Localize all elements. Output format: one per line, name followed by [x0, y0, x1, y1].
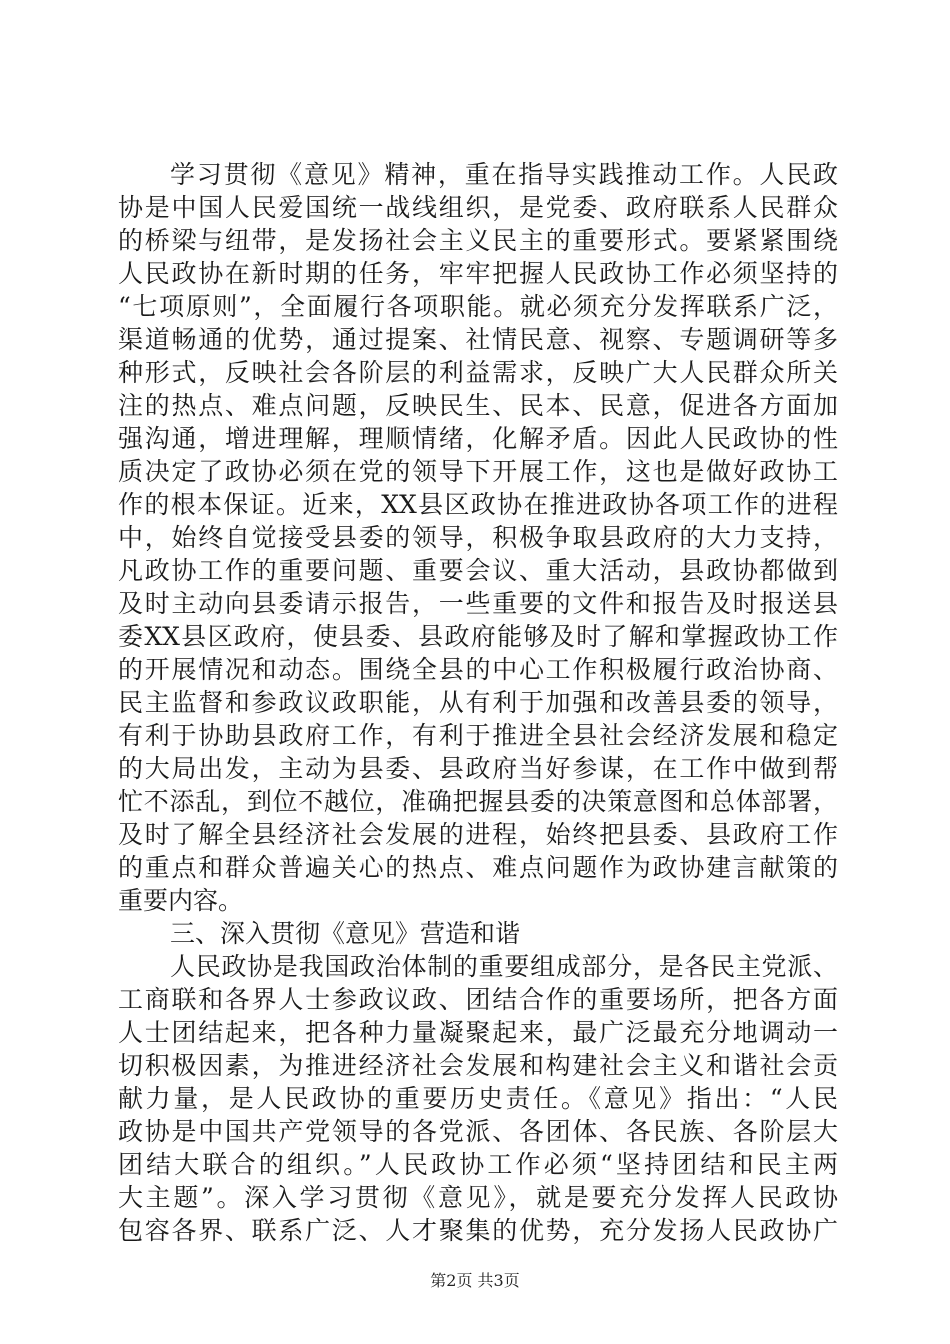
- text-line: 忙不添乱，到位不越位，准确把握县委的决策意图和总体部署，: [118, 787, 838, 816]
- text-line: 人民政协是我国政治体制的重要组成部分，是各民主党派、: [170, 952, 838, 981]
- text-line: 注的热点、难点问题，反映民生、民本、民意，促进各方面加: [118, 391, 838, 420]
- text-line: 包容各界、联系广泛、人才聚集的优势，充分发扬人民政协广: [118, 1216, 838, 1245]
- text-line: 的开展情况和动态。围绕全县的中心工作积极履行政治协商、: [118, 655, 838, 684]
- text-line: “七项原则”，全面履行各项职能。就必须充分发挥联系广泛，: [118, 292, 838, 321]
- text-line: 重要内容。: [118, 886, 244, 915]
- text-line: 人士团结起来，把各种力量凝聚起来，最广泛最充分地调动一: [118, 1018, 838, 1047]
- text-line: 强沟通，增进理解，理顺情绪，化解矛盾。因此人民政协的性: [118, 424, 838, 453]
- text-line: 政协是中国共产党领导的各党派、各团体、各民族、各阶层大: [118, 1117, 838, 1146]
- text-line: 种形式，反映社会各阶层的利益需求，反映广大人民群众所关: [118, 358, 838, 387]
- text-line: 渠道畅通的优势，通过提案、社情民意、视察、专题调研等多: [118, 325, 838, 354]
- text-line: 团结大联合的组织。”人民政协工作必须“坚持团结和民主两: [118, 1150, 838, 1179]
- text-line: 质决定了政协必须在党的领导下开展工作，这也是做好政协工: [118, 457, 838, 486]
- text-line: 民主监督和参政议政职能，从有利于加强和改善县委的领导，: [118, 688, 838, 717]
- text-line: 凡政协工作的重要问题、重要会议、重大活动，县政协都做到: [118, 556, 838, 585]
- text-line: 有利于协助县政府工作，有利于推进全县社会经济发展和稳定: [118, 721, 838, 750]
- text-line: 切积极因素，为推进经济社会发展和构建社会主义和谐社会贡: [118, 1051, 838, 1080]
- text-line: 及时主动向县委请示报告，一些重要的文件和报告及时报送县: [118, 589, 838, 618]
- text-line: 的桥梁与纽带，是发扬社会主义民主的重要形式。要紧紧围绕: [118, 226, 838, 255]
- text-line: 工商联和各界人士参政议政、团结合作的重要场所，把各方面: [118, 985, 838, 1014]
- text-line: 大主题”。深入学习贯彻《意见》，就是要充分发挥人民政协: [118, 1183, 838, 1212]
- text-line: 作的根本保证。近来，XX县区政协在推进政协各项工作的进程: [118, 490, 838, 519]
- text-line: 学习贯彻《意见》精神，重在指导实践推动工作。人民政: [170, 160, 838, 189]
- document-body: [118, 158, 838, 1247]
- page-footer: 第2页 共3页: [430, 1271, 520, 1290]
- text-line: 的大局出发，主动为县委、县政府当好参谋，在工作中做到帮: [118, 754, 838, 783]
- section-heading: 三、深入贯彻《意见》营造和谐: [170, 919, 521, 948]
- text-line: 协是中国人民爱国统一战线组织，是党委、政府联系人民群众: [118, 193, 838, 222]
- text-line: 献力量，是人民政协的重要历史责任。《意见》指出：“人民: [118, 1084, 838, 1113]
- text-line: 委XX县区政府，使县委、县政府能够及时了解和掌握政协工作: [118, 622, 838, 651]
- text-line: 及时了解全县经济社会发展的进程，始终把县委、县政府工作: [118, 820, 838, 849]
- paragraph: [118, 158, 838, 917]
- text-line: 的重点和群众普遍关心的热点、难点问题作为政协建言献策的: [118, 853, 838, 882]
- text-line: 人民政协在新时期的任务，牢牢把握人民政协工作必须坚持的: [118, 259, 838, 288]
- paragraph: [118, 950, 838, 1247]
- text-line: 中，始终自觉接受县委的领导，积极争取县政府的大力支持，: [118, 523, 838, 552]
